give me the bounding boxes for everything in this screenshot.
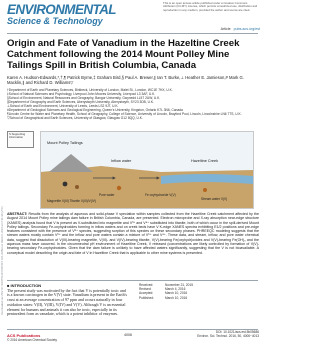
toc-label-inflow: Inflow water xyxy=(111,159,132,163)
abstract xyxy=(7,212,259,255)
date-label: Received: xyxy=(139,283,154,287)
toc-graphic xyxy=(40,131,254,209)
date-value: March 10, 2016 xyxy=(165,295,188,300)
article-type xyxy=(190,27,260,31)
download-sidebar-text: Downloaded via UNIV OF NORTHERN BRITISH COLUMBIA on March 6, 2024 at 17:21:43 (UTC). xyxy=(1,205,4,315)
affiliation: #Department of Geological Sciences and Geological Engineering, Queen's University, Kingston, Ontario K7L 3N6, Canada xyxy=(7,108,183,113)
date-label: Published: xyxy=(139,295,154,300)
date-row xyxy=(139,296,259,300)
journal-logo xyxy=(7,2,116,27)
toc-label-tailings: Mount Polley Tailings xyxy=(47,141,83,145)
toc-label-stream-water: Stream water V(V) xyxy=(201,197,228,201)
abstract-label: ABSTRACT: xyxy=(7,212,28,216)
affiliation: ¶Lincoln Centre for Water and Planetary Health, School of Geography, College of Science, University of Lincoln, Brayford Pool, Lincoln, Lincolnshire LN6 7TS, U.K. xyxy=(7,112,242,117)
toc-label-minerals: Magnetite V(III) Titanite V(III)/V(IV) xyxy=(47,199,96,203)
supporting-info-box[interactable] xyxy=(7,131,34,148)
article-dates xyxy=(139,283,259,300)
affiliation: ‡School of Natural Sciences and Psychology, Liverpool John Moores University, Liverpool L3 3AF, U.K. xyxy=(7,92,156,97)
doi-block xyxy=(169,331,259,339)
affiliation: ▽School of Geographical and Earth Sciences, University of Glasgow, Glasgow G12 8QQ, U.K. xyxy=(7,116,143,121)
header-rule xyxy=(7,33,258,34)
date-label: Revised: xyxy=(139,287,152,292)
date-value: March 10, 2016 xyxy=(165,291,188,296)
doi-link[interactable]: DOI: 10.1021/acs.est.5b05686 xyxy=(215,330,259,334)
date-value: March 4, 2016 xyxy=(165,287,186,292)
toc-label-creek: Hazeltine Creek xyxy=(191,159,219,163)
toc-magnetite-particle xyxy=(63,182,68,187)
abstract-text: Results from the analysis of aqueous and solid-phase V speciation within samples collected from the Hazeltine Creek catchment affected by the August 2014 Mount Polley mine tailings dam failure in British Columbia, Canada, are presented. Electron microprobe and X-ray absorption near-edge structure (XANES) analysis found that V is present as V-substituted into magnetite and V³⁺ and V⁴⁺ substituted into titanite, both of which occur in the spill-derived Mount Polley tailings. Secondary Fe-oxyhydroxides forming in inflow waters and on creek beds have V K-edge XANES spectra exhibiting E1/2 positions and pre-edge features consistent with the presence of V⁵⁺ species, suggesting sorption of this species on these secondary phases. PHREEQC modeling suggests that the stream waters mostly contain V⁵⁺ and the inflow and pore waters contain a mixture of V⁵⁺ and V⁴⁺. These data, and stream, inflow, and pore water chemical data, suggest that dissolution of V(III)-bearing magnetite, V(III)- and V(IV)-bearing titanite, V(V)-bearing Fe(oxyhydr)oxides and V(V)-bearing Fe(OH)₃ and the aqueous mass have occurred. In the circumneutral pH environment of Hazeltine Creek, V released (concentrations are likely controlled by formation of V(V)-bearing secondary Fe-oxyhydroxides. Given that the dam failure is unlikely to have affected waters significantly, suggesting that the V is not bioavailable. A conceptual model describing the origin and fate of V in Hazeltine Creek that is applicable to other mine systems is presented. xyxy=(7,212,259,255)
author-list: Karen A. Hudson-Edwards,*,†,¶ Patrick Byrne,‡ Graham Bird,§ Paul A. Brewer,∥ Ian T. Burke,⊥ Heather E. Jamieson,# Mark G. Macklin,∥ and Richard D. Williams▽ xyxy=(7,75,244,85)
toc-diagram xyxy=(41,132,253,208)
abstract-rule xyxy=(7,280,258,281)
page-number: 4006 xyxy=(124,333,132,337)
publisher-logo: ACS Publications xyxy=(7,333,41,338)
article-type-label: Article xyxy=(220,27,231,31)
journal-logo-line2: Science & Technology xyxy=(7,16,103,26)
journal-logo-line1: ENVIRONMENTAL xyxy=(7,2,116,17)
journal-citation: Environ. Sci. Technol. 2016, 50, 4006−4013 xyxy=(197,333,259,338)
toc-label-fe-oxy: Fe oxyhydroxide V(V) xyxy=(145,193,176,197)
download-sidebar xyxy=(1,160,5,315)
introduction-heading: ■ INTRODUCTION xyxy=(7,283,42,288)
toc-titanite-particle xyxy=(75,185,79,189)
affiliations xyxy=(7,88,259,120)
date-label: Accepted: xyxy=(139,291,154,296)
introduction-text: The present study was motivated by the fact that V is potentially toxic and is a known carcinogen in the V(V) state. Vanadium is present in the Earth's crust at an average concentration of 97 ppm and occurs naturally in four oxidation states: V(II), V(III), V(IV) and V(V). Although V is an essential element for humans and animals it can also be toxic, especially in its pentavalent form as vanadate, which is a potent inhibitor of enzymes. xyxy=(7,287,127,317)
affiliation: ⊥School of Earth and Environment, University of Leeds, Leeds LS2 9JT, U.K. xyxy=(7,104,119,109)
toc-fe-oxyhydroxide-particle xyxy=(203,188,207,192)
open-access-note: This is an open access article published under a Creative Commons Attribution (CC-BY) License, which permits unrestricted use, distribution and reproduction in any medium, provided the author and source are cited. xyxy=(163,1,258,12)
supporting-info-label: S Supporting Information xyxy=(9,132,26,140)
affiliation: ∥Department of Geography and Earth Sciences, Aberystwyth University, Aberystwyth, SY23 3DB, U.K. xyxy=(7,100,154,105)
toc-fe-oxyhydroxide-particle xyxy=(117,186,121,190)
article-title: Origin and Fate of Vanadium in the Hazeltine Creek Catchment following the 2014 Mount Polley Mine Tailings Spill in British Columbia, Canada xyxy=(7,38,240,71)
toc-label-pore-water: Pore water xyxy=(99,193,115,197)
affiliation: †Department of Earth and Planetary Sciences, Birkbeck, University of London, Malet St., London, WC1E 7HX, U.K. xyxy=(7,88,173,92)
introduction-column xyxy=(7,284,129,317)
affiliation: §School of Environment, Natural Resources and Geography, Bangor University, Gwynedd LL57 2UW, U.K. xyxy=(7,96,161,101)
copyright: © 2016 American Chemical Society xyxy=(7,338,58,342)
journal-url-link[interactable]: pubs.acs.org/est xyxy=(233,27,260,31)
date-value: November 21, 2015 xyxy=(165,283,193,287)
